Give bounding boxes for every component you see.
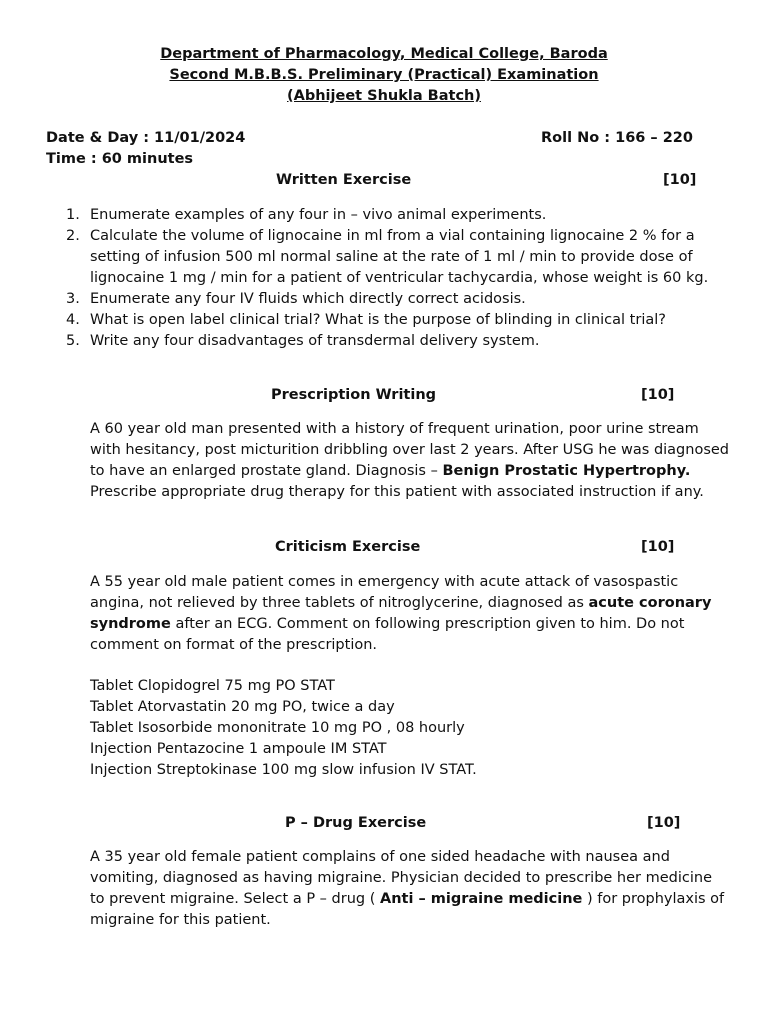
- pdrug-exercise-title: P – Drug Exercise: [285, 815, 427, 831]
- exam-header-department: Department of Pharmacology, Medical College, Baroda: [160, 46, 608, 62]
- prescription-line: Tablet Clopidogrel 75 mg PO STAT: [90, 678, 335, 694]
- prescription-line: Tablet Atorvastatin 20 mg PO, twice a day: [90, 699, 395, 715]
- question-text: Enumerate any four IV fluids which directly correct acidosis.: [90, 291, 526, 307]
- question-text: Write any four disadvantages of transdermal delivery system.: [90, 333, 540, 349]
- question-text: Enumerate examples of any four in – vivo animal experiments.: [90, 207, 547, 223]
- question-number: 4.: [66, 312, 80, 328]
- question-text: What is open label clinical trial? What is the purpose of blinding in clinical trial?: [90, 312, 666, 328]
- case-text-part: after an ECG. Comment on following prescription given to him. Do not comment on format of the prescription.: [90, 616, 685, 653]
- prescription-writing-title: Prescription Writing: [271, 387, 437, 403]
- pdrug-exercise-marks: [10]: [647, 815, 681, 831]
- question-text: Calculate the volume of lignocaine in ml from a vial containing lignocaine 2 % for a setting of infusion 500 ml normal saline at the rate of 1 ml / min to provide dose of lignocaine 1 mg / min for a patient of ventricular tachycardia, whose weight is 60 kg.: [90, 228, 709, 286]
- case-text-part: ) for prophylaxis of migraine for this patient.: [90, 891, 725, 928]
- roll-numbers: Roll No : 166 – 220: [541, 130, 693, 146]
- case-text-part: A 60 year old man presented with a history of frequent urination, poor urine stream with hesitancy, post micturition dribbling over last 2 years. After USG he was diagnosed to have an enlarged prostate gland. Diagnosis –: [90, 421, 730, 479]
- prescription-case-text: [90, 419, 730, 503]
- question-number: 2.: [66, 228, 80, 244]
- case-text-part: Prescribe appropriate drug therapy for this patient with associated instruction if any.: [90, 484, 704, 500]
- exam-header-batch: (Abhijeet Shukla Batch): [287, 88, 481, 104]
- written-questions-list: [46, 205, 726, 352]
- exam-date: Date & Day : 11/01/2024: [46, 130, 246, 146]
- pdrug-case-text: [90, 847, 730, 931]
- case-text-part: A 55 year old male patient comes in emergency with acute attack of vasospastic angina, not relieved by three tablets of nitroglycerine, diagnosed as: [90, 574, 679, 611]
- prescription-line: Tablet Isosorbide mononitrate 10 mg PO , 08 hourly: [90, 720, 465, 736]
- exam-header-examination: Second M.B.B.S. Preliminary (Practical) Examination: [169, 67, 599, 83]
- exam-time: Time : 60 minutes: [46, 151, 194, 167]
- written-exercise-title: Written Exercise: [276, 172, 412, 188]
- question-number: 3.: [66, 291, 80, 307]
- question-number: 5.: [66, 333, 80, 349]
- prescription-writing-marks: [10]: [641, 387, 675, 403]
- prescription-line: Injection Pentazocine 1 ampoule IM STAT: [90, 741, 387, 757]
- written-exercise-marks: [10]: [663, 172, 697, 188]
- criticism-case-text: [90, 572, 730, 656]
- diagnosis-bold: Benign Prostatic Hypertrophy.: [442, 463, 691, 479]
- list-item: [46, 310, 726, 331]
- diagnosis-bold: acute coronary syndrome: [90, 595, 712, 632]
- list-item: [46, 226, 726, 289]
- criticism-prescription: [90, 676, 477, 781]
- prescription-line: Injection Streptokinase 100 mg slow infusion IV STAT.: [90, 762, 477, 778]
- criticism-exercise-marks: [10]: [641, 539, 675, 555]
- list-item: [46, 205, 726, 226]
- list-item: [46, 289, 726, 310]
- list-item: [46, 331, 726, 352]
- case-text-part: A 35 year old female patient complains of one sided headache with nausea and vomiting, diagnosed as having migraine. Physician decided to prescribe her medicine to prevent migraine. Select a P – drug (: [90, 849, 713, 907]
- question-number: 1.: [66, 207, 80, 223]
- medicine-bold: Anti – migraine medicine: [379, 891, 583, 907]
- criticism-exercise-title: Criticism Exercise: [275, 539, 421, 555]
